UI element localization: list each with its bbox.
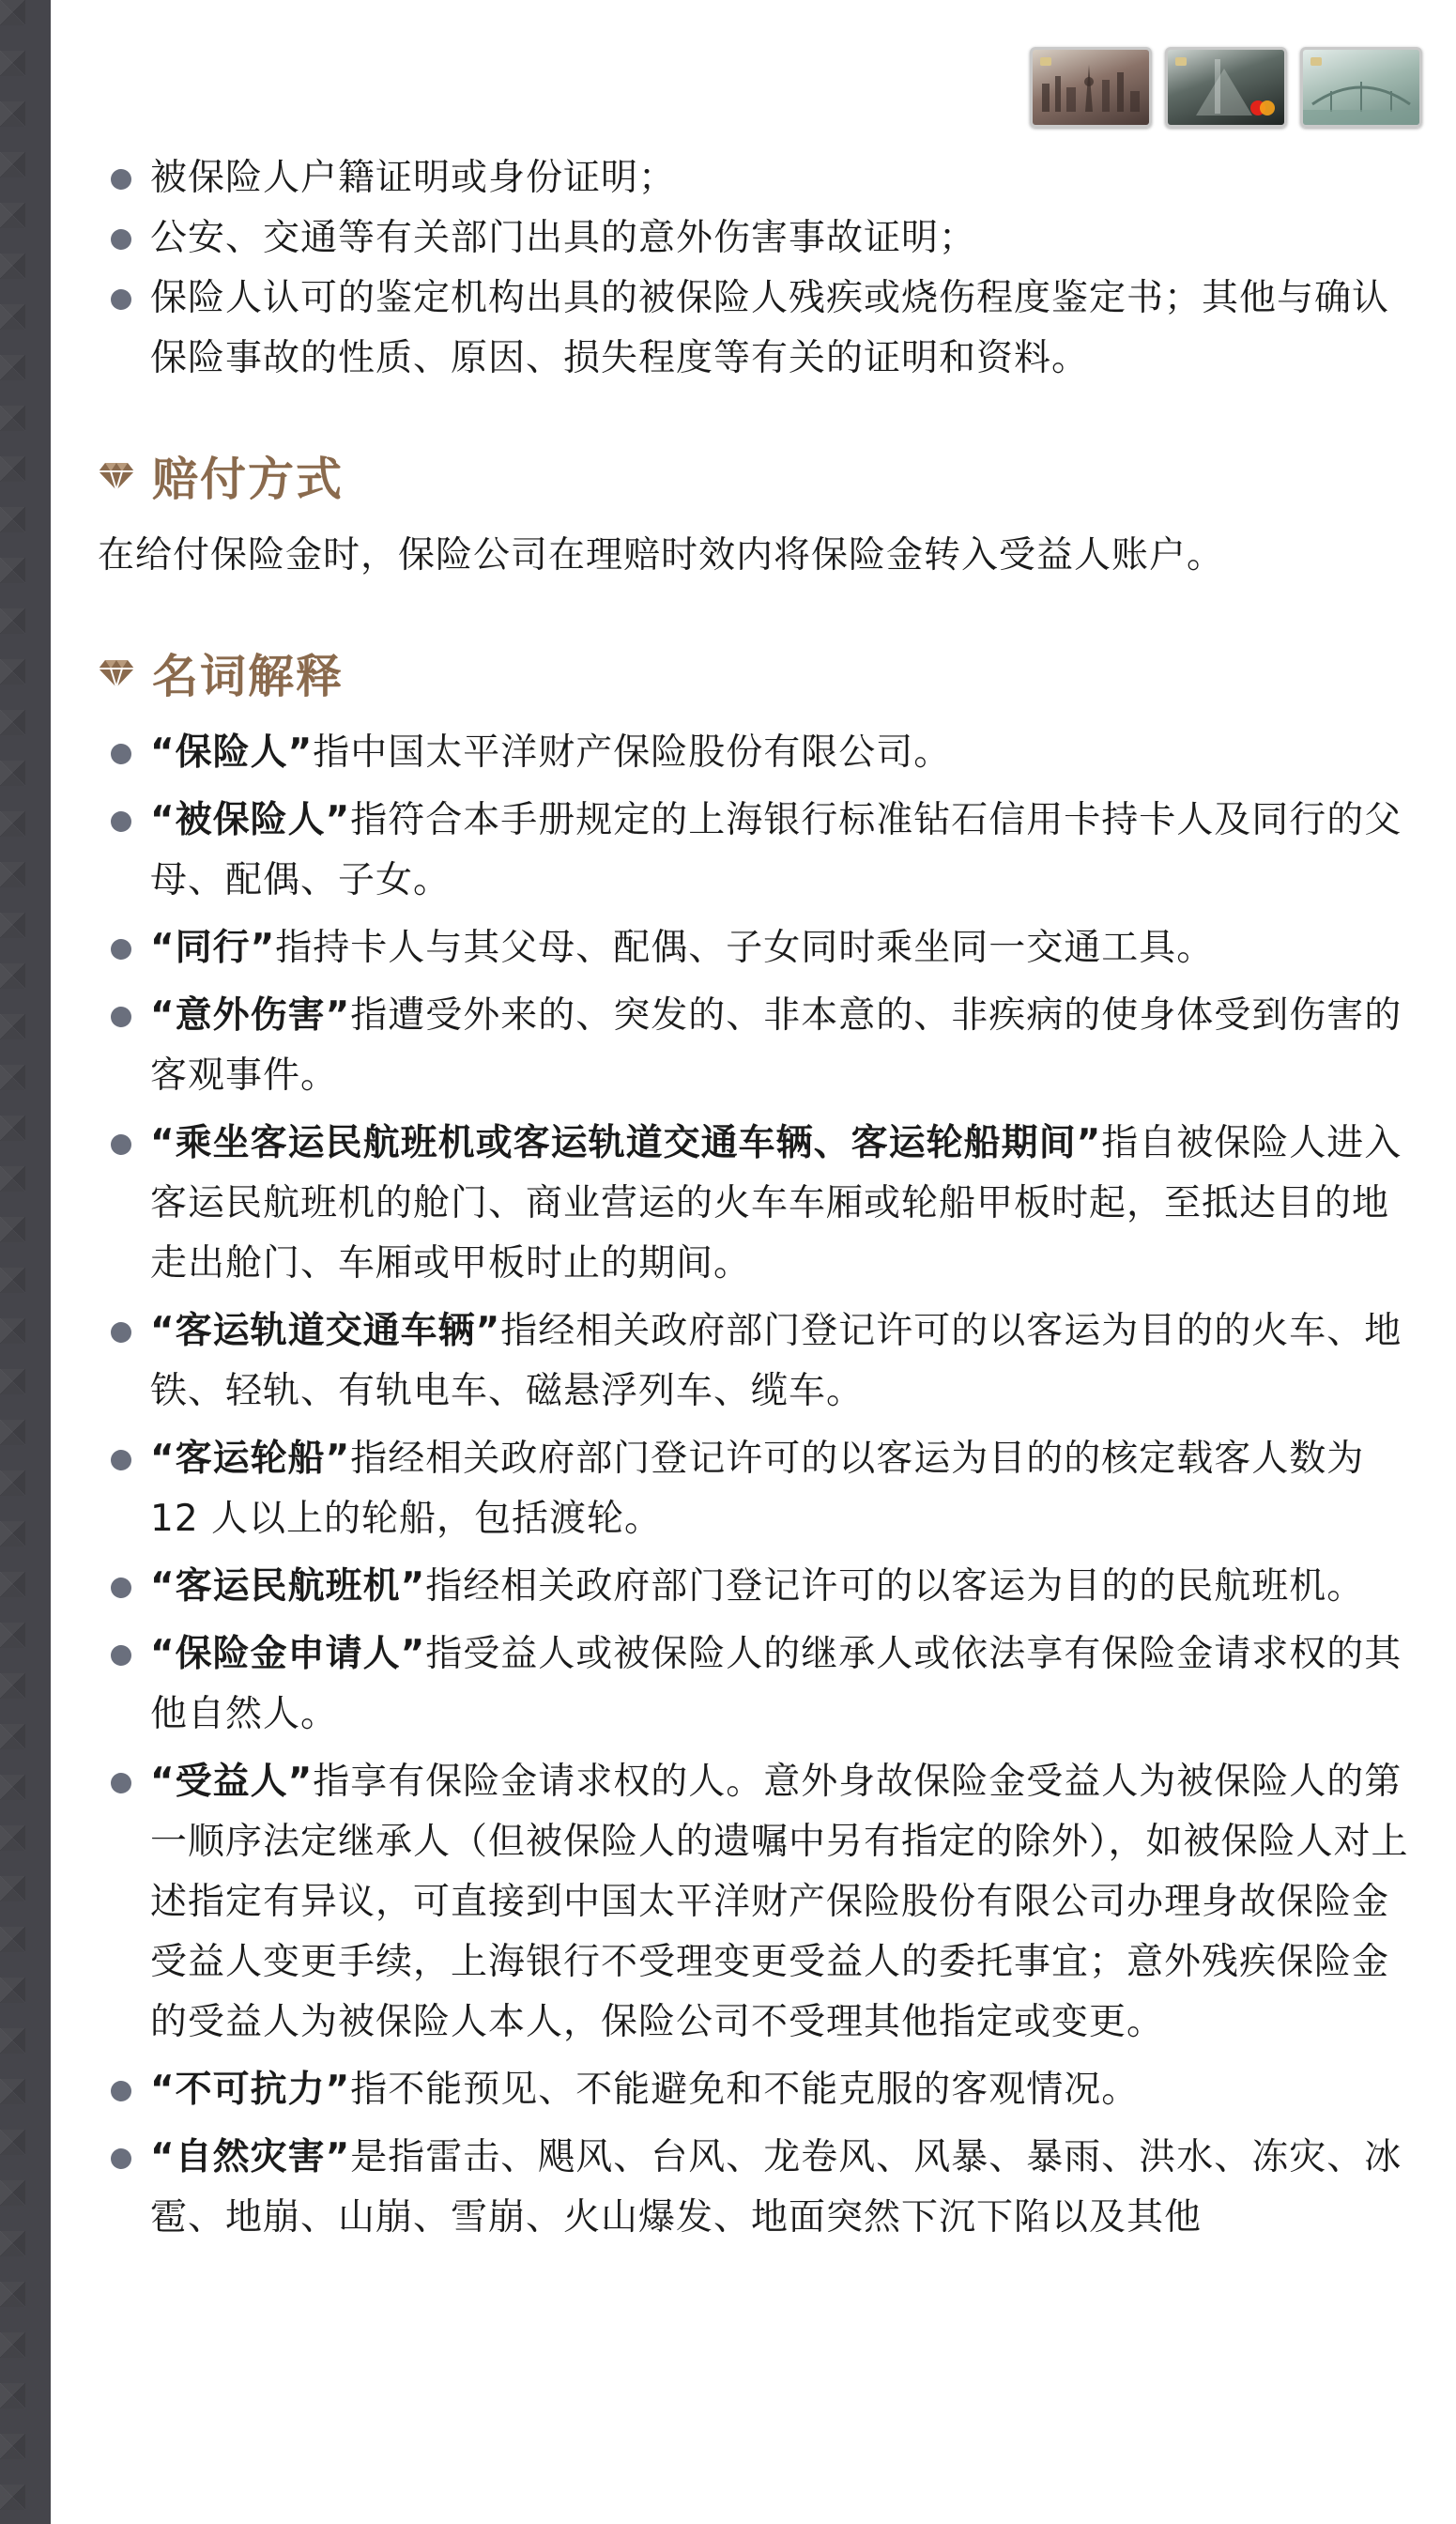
bullet-dot [111, 1773, 131, 1793]
diamond-icon [98, 461, 135, 491]
bullet-dot [111, 2148, 131, 2169]
term-definition: 指享有保险金请求权的人。意外身故保险金受益人为被保险人的第一顺序法定继承人（但被保险人的遗嘱中另有指定的除外），如被保险人对上述指定有异议，可直接到中国太平洋财产保险股份有限公司办理身故保险金受益人变更手续，上海银行不受理变更受益人的委托事宜；意外残疾保险金的受益人为被保险人本人，保险公司不受理其他指定或变更。 [150, 1761, 1409, 2043]
list-item [98, 208, 1412, 269]
card-image-3 [1300, 47, 1422, 128]
list-item-text: 被保险人户籍证明或身份证明； [150, 157, 677, 199]
card-image-1 [1030, 47, 1152, 128]
term-definition: 指持卡人与其父母、配偶、子女同时乘坐同一交通工具。 [275, 927, 1215, 969]
term-item [98, 1557, 1412, 1617]
term-definition: 指经相关政府部门登记许可的以客运为目的的火车、地铁、轻轨、有轨电车、磁悬浮列车、缆车。 [150, 1310, 1402, 1412]
documents-list [98, 148, 1412, 389]
section-title-payment [98, 443, 1412, 509]
term-name: “客运轨道交通车辆” [150, 1310, 501, 1352]
term-name: “意外伤害” [150, 994, 351, 1037]
bullet-dot [111, 1450, 131, 1470]
term-item [98, 2128, 1412, 2248]
term-name: “乘坐客运民航班机或客运轨道交通车辆、客运轮船期间” [150, 1122, 1102, 1164]
term-name: “不可抗力” [150, 2069, 351, 2111]
bullet-dot [111, 1578, 131, 1598]
term-name: “自然灾害” [150, 2136, 351, 2178]
term-definition: 指中国太平洋财产保险股份有限公司。 [313, 731, 952, 774]
term-item [98, 723, 1412, 783]
term-definition: 指经相关政府部门登记许可的以客运为目的的核定载客人数为 12 人以上的轮船，包括渡轮。 [150, 1438, 1365, 1540]
term-definition: 指自被保险人进入客运民航班机的舱门、商业营运的火车车厢或轮船甲板时起，至抵达目的地走出舱门、车厢或甲板时止的期间。 [150, 1122, 1402, 1285]
bullet-dot [111, 1645, 131, 1666]
bullet-dot [111, 2081, 131, 2101]
bullet-dot [111, 811, 131, 832]
list-item [98, 269, 1412, 389]
term-name: “保险金申请人” [150, 1633, 426, 1675]
term-definition: 是指雷击、飓风、台风、龙卷风、风暴、暴雨、洪水、冻灾、冰雹、地崩、山崩、雪崩、火山爆发、地面突然下沉下陷以及其他 [150, 2136, 1402, 2239]
main-content [98, 148, 1412, 2255]
term-name: “客运民航班机” [150, 1565, 426, 1608]
bullet-dot [111, 744, 131, 764]
decorative-side-strip [0, 0, 51, 2524]
bullet-dot [111, 1134, 131, 1155]
term-name: “同行” [150, 927, 276, 969]
bullet-dot [111, 169, 131, 190]
term-item [98, 1301, 1412, 1422]
term-item [98, 2060, 1412, 2120]
list-item [98, 148, 1412, 208]
term-item [98, 1752, 1412, 2053]
bullet-dot [111, 939, 131, 960]
section-title-text: 名词解释 [152, 650, 345, 703]
term-item [98, 1114, 1412, 1294]
list-item-text: 保险人认可的鉴定机构出具的被保险人残疾或烧伤程度鉴定书；其他与确认保险事故的性质、原因、损失程度等有关的证明和资料。 [150, 277, 1390, 379]
card-images [1030, 47, 1422, 128]
bullet-dot [111, 289, 131, 310]
term-item [98, 986, 1412, 1106]
terms-list [98, 723, 1412, 2248]
term-definition: 指受益人或被保险人的继承人或依法享有保险金请求权的其他自然人。 [150, 1633, 1402, 1735]
bullet-dot [111, 1322, 131, 1343]
term-name: “客运轮船” [150, 1438, 351, 1480]
card-image-2 [1165, 47, 1287, 128]
section-title-terms [98, 640, 1412, 706]
term-definition: 指遭受外来的、突发的、非本意的、非疾病的使身体受到伤害的客观事件。 [150, 994, 1402, 1097]
term-name: “被保险人” [150, 799, 351, 841]
term-name: “保险人” [150, 731, 314, 774]
payment-paragraph: 在给付保险金时，保险公司在理赔时效内将保险金转入受益人账户。 [98, 534, 1225, 577]
term-item [98, 1624, 1412, 1745]
term-definition: 指不能预见、不能避免和不能克服的客观情况。 [350, 2069, 1140, 2111]
term-definition: 指符合本手册规定的上海银行标准钻石信用卡持卡人及同行的父母、配偶、子女。 [150, 799, 1402, 901]
term-name: “受益人” [150, 1761, 314, 1803]
section-title-text: 赔付方式 [152, 453, 345, 506]
term-item [98, 918, 1412, 978]
bullet-dot [111, 229, 131, 250]
term-item [98, 791, 1412, 911]
term-item [98, 1429, 1412, 1549]
diamond-icon [98, 658, 135, 688]
term-definition: 指经相关政府部门登记许可的以客运为目的的民航班机。 [425, 1565, 1365, 1608]
list-item-text: 公安、交通等有关部门出具的意外伤害事故证明； [150, 217, 977, 259]
bullet-dot [111, 1007, 131, 1027]
